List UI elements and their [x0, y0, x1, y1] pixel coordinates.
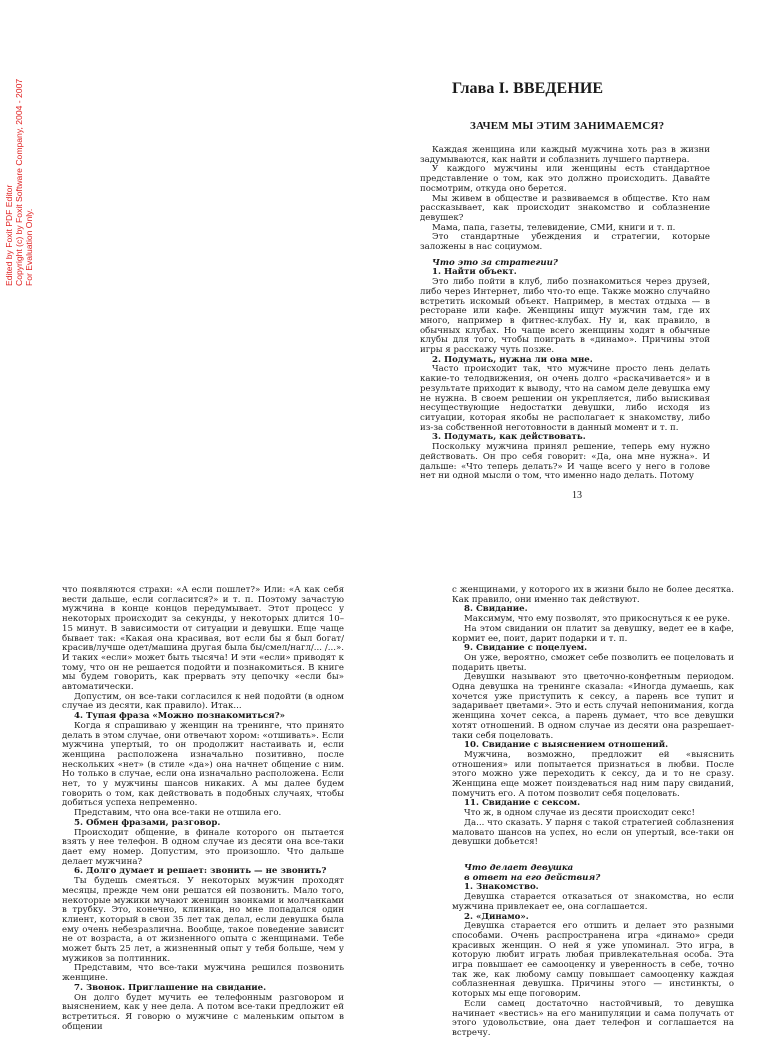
paragraph: Когда я спрашиваю у женщин на тренинге, что принято делать в этом случае, они отвечают хором: «отшивать». Если мужчина упертый, то он продолжит настаивать и, если женщина расположена изначально позитивно, после нескольких «нет» (в стиле «да») она начнет общение с ним. Но только в случае, если она изначально расположена. Если нет, то у мужчины шансов никаких. А мы далее будем говорить о том, как действовать в подобных случаях, чтобы добиться успеха непременно.	[62, 720, 344, 809]
intro-paragraph: Мама, папа, газеты, телевидение, СМИ, книги и т. п.	[432, 222, 676, 233]
paragraph: Представим, что она все-таки не отшила его.	[74, 808, 282, 819]
paragraph: Он долго будет мучить ее телефонным разговором и выяснением, как у нее дела. А потом все-таки предложит ей встретиться. Я говорю о мужчине с маленьким опытом в общении	[62, 992, 344, 1032]
intro-paragraph: Это стандартные убеждения и стратегии, которые заложены в нас социумом.	[420, 232, 710, 253]
step-2-heading: 2. Подумать, нужна ли она мне.	[432, 354, 593, 365]
page-number: 13	[572, 490, 582, 501]
paragraph: Девушка старается отказаться от знакомства, но если мужчина привлекает ее, она соглашается.	[452, 892, 734, 912]
step-3-heading: 3. Подумать, как действовать.	[432, 432, 586, 443]
intro-paragraph: Каждая женщина или каждый мужчина хоть раз в жизни задумываются, как найти и соблазнить лучшего партнера.	[420, 145, 710, 165]
girl-section-heading-2: в ответ на его действия?	[464, 872, 601, 883]
paragraph: Что ж, в одном случае из десяти происходит секс!	[464, 808, 695, 819]
step-3-text: Поскольку мужчина принял решение, теперь ему нужно действовать. Он про себя говорит: «Да, она мне нужна». И дальше: «Что теперь делать?» И чаще всего у него в голове нет ни одной мысли о том, что именно надо делать. Потому	[420, 442, 710, 482]
girl-section-heading: Что делает девушка	[464, 862, 574, 873]
step-1-text: Это либо пойти в клуб, либо познакомиться через друзей, либо через Интернет, либо что-то еще. Также можно случайно встретить искомый объект. Например, в местах отдыха — в ресторане или кафе. Женщины ищут мужчин там, где их много, например в фитнес-клубах. Ну и, как правило, в обычных клубах. Но чаще всего женщины ходят в обычные клубы для того, чтобы поиграть в «динамо». Причины этой игры я расскажу чуть позже.	[420, 277, 710, 356]
step-1-heading: 1. Найти объект.	[432, 267, 517, 278]
paragraph: Девушка старается его отшить и делает это разными способами. Очень распространена игра «динамо» среди красивых женщин. О ней я уже упоминал. Это игра, в которую любит играть любая привлекательная особа. Эта игра повышает ее самооценку и уверенность в себе, точно так же, как любому самцу повышает самооценку каждая соблазненная девушка. Причины этого — инстинкты, о которых мы еще поговорим.	[452, 921, 734, 1000]
step-10-heading: 10. Свидание с выяснением отношений.	[464, 740, 669, 751]
paragraph: На этом свидании он платит за девушку, ведет ее в кафе, кормит ее, поит, дарит подарки и т. п.	[452, 623, 734, 644]
strategy-heading: Что это за стратегии?	[432, 257, 558, 268]
step-4-heading: 4. Тупая фраза «Можно познакомиться?»	[74, 711, 286, 722]
girl-step-1-heading: 1. Знакомство.	[464, 882, 539, 893]
step-6-heading: 6. Долго думает и решает: звонить — не звонить?	[74, 866, 327, 877]
paragraph: Если самец достаточно настойчивый, то девушка начинает «вестись» на его манипуляции и сама получать от этого удовольствие, она дает телефон и соглашается на встречу.	[452, 998, 734, 1038]
paragraph: Допустим, он все-таки согласился к ней подойти (в одном случае из десяти, как правило). Итак...	[62, 691, 344, 712]
right-column	[452, 585, 734, 1038]
paragraph: что появляются страхи: «А если пошлет?» Или: «А как себя вести дальше, если согласится?» и т. п. Поэтому зачастую мужчина в конце концов передумывает. Этот процесс у некоторых происходит за секунды, у некоторых длится 10–15 минут. В зависимости от ситуации и девушки. Еще чаще бывает так: «Какая она красивая, вот если бы я был богат/красив/лучше одет/машина другая была бы/смел/нагл/... /...». И таких «если» может быть тысяча! И эти «если» приводят к тому, что он не решается подойти и познакомиться. В книге мы будем говорить, как прервать эту цепочку «если бы» автоматически.	[62, 585, 344, 693]
watermark-line-3: For Evaluation Only.	[24, 208, 34, 286]
paragraph: Максимум, что ему позволят, это прикоснуться к ее руке.	[464, 614, 731, 625]
intro-paragraph: Мы живем в обществе и развиваемся в обществе. Кто нам рассказывает, как происходит знакомство и соблазнение девушек?	[420, 193, 710, 223]
step-5-heading: 5. Обмен фразами, разговор.	[74, 817, 221, 828]
paragraph: Да... что сказать. У парня с такой стратегией соблазнения маловато шансов на успех, но если он упертый, все-таки он девушки добьется!	[452, 817, 734, 848]
paragraph: Ты будешь смеяться. У некоторых мужчин проходят месяцы, прежде чем они решатся ей позвонить. Мало того, некоторые мужики мучают женщин звонками и молчанками в трубку. Это, конечно, клиника, но мне попадался один клиент, который в свои 35 лет так делал, если девушка была ему очень небезразлична. Вообще, такое поведение зависит не от возраста, а от жизненного опыта с женщинами. Тебе может быть 25 лет, а жизненный опыт у тебя больше, чем у мужиков за полтинник.	[62, 876, 344, 964]
intro-paragraph: У каждого мужчины или женщины есть стандартное представление о том, как это должно происходить. Давайте посмотрим, откуда оно берется.	[420, 164, 710, 194]
watermark	[4, 46, 38, 286]
watermark-line-2: Copyright (c) by Foxit Software Company, 2004 - 2007	[14, 78, 24, 286]
step-2-text: Часто происходит так, что мужчине просто лень делать какие-то телодвижения, он очень долго «раскачивается» и в результате приходит к выводу, что на самом деле девушка ему не нужна. В своем решении он укрепляется, либо выискивая несуществующие недостатки девушки, либо исходя из ситуации, которая якобы не располагает к знакомству, либо из-за собственной неготовности в данный момент и т. п.	[420, 364, 710, 433]
paragraph: Мужчина, возможно, предложит ей «выяснить отношения» или попытается признаться в любви. После этого можно уже переходить к сексу, да и то не сразу. Женщина еще может поиздеваться над ним пару свиданий, помучить его. А потом позволит себя поцеловать.	[452, 749, 734, 799]
paragraph: Он уже, вероятно, сможет себе позволить ее поцеловать и подарить цветы.	[452, 652, 734, 673]
left-column	[62, 585, 344, 1032]
step-9-heading: 9. Свидание с поцелуем.	[464, 643, 588, 654]
paragraph: Девушки называют это цветочно-конфетным периодом. Одна девушка на тренинге сказала: «Иногда думаешь, как хочется уже приступить к сексу, а парень все тупит и задаривает цветами». Это и есть случай непонимания, когда женщина хочет секса, а парень думает, что все девушки хотят отношений. В одном случае из десяти она разрешает-таки себя поцеловать.	[452, 672, 734, 741]
watermark-line-1: Edited by Foxit PDF Editor	[4, 184, 14, 286]
paragraph: Представим, что все-таки мужчина решился позвонить женщине.	[62, 963, 344, 984]
section-title: ЗАЧЕМ МЫ ЭТИМ ЗАНИМАЕМСЯ?	[470, 120, 665, 132]
paragraph: с женщинами, у которого их в жизни было не более десятка. Как правило, они именно так действуют.	[452, 585, 734, 605]
girl-step-2-heading: 2. «Динамо».	[464, 911, 529, 922]
step-11-heading: 11. Свидание с сексом.	[464, 798, 581, 809]
chapter-title: Глава I. ВВЕДЕНИЕ	[452, 80, 604, 97]
paragraph: Происходит общение, в финале которого он пытается взять у нее телефон. В одном случае из десяти она все-таки дает ему номер. Допустим, это произошло. Что дальше делает мужчина?	[62, 827, 344, 867]
step-7-heading: 7. Звонок. Приглашение на свидание.	[74, 982, 267, 993]
step-8-heading: 8. Свидание.	[464, 604, 528, 615]
top-page	[420, 80, 710, 510]
